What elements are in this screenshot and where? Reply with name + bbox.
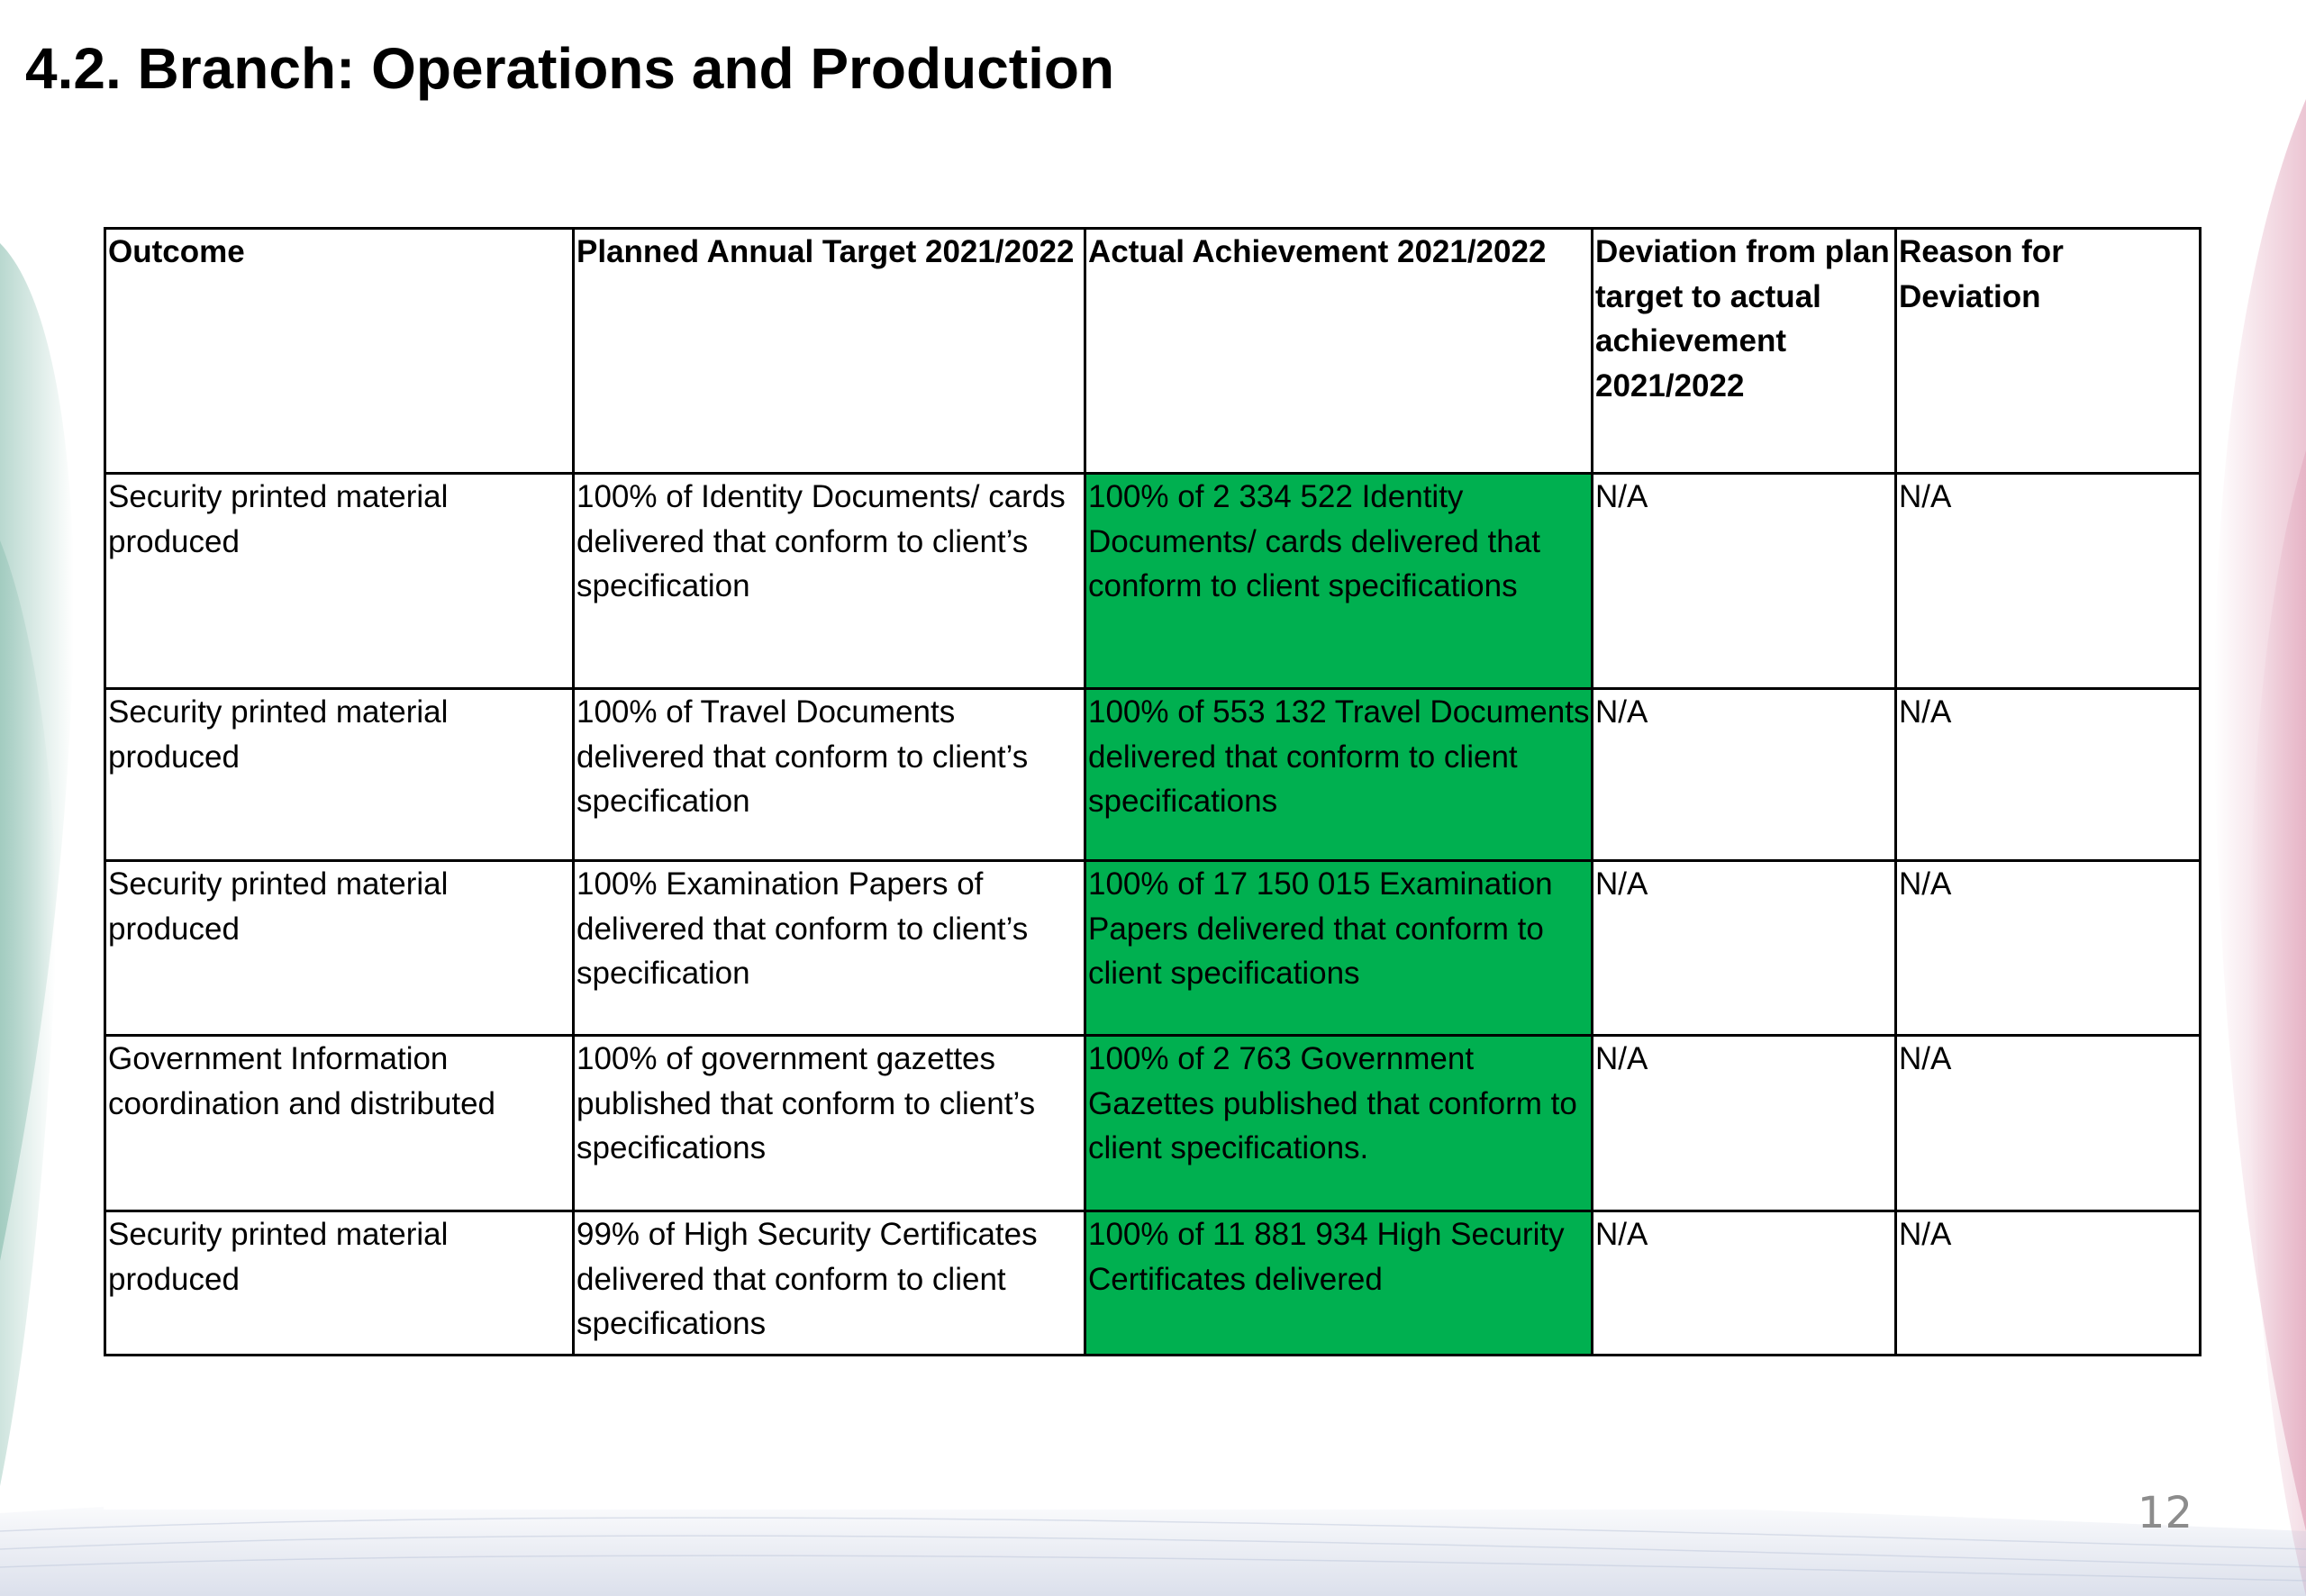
cell-actual: 100% of 553 132 Travel Documents delivered that conform to client specifications xyxy=(1085,689,1593,861)
table-row xyxy=(105,1036,2201,1211)
cell-reason: N/A xyxy=(1896,689,2201,861)
table-row xyxy=(105,861,2201,1036)
cell-outcome: Security printed material produced xyxy=(105,474,574,689)
cell-reason: N/A xyxy=(1896,861,2201,1036)
cell-outcome: Security printed material produced xyxy=(105,1211,574,1356)
table-row xyxy=(105,689,2201,861)
performance-table xyxy=(104,227,2202,1356)
cell-deviation: N/A xyxy=(1593,861,1896,1036)
cell-reason: N/A xyxy=(1896,1211,2201,1356)
cell-reason: N/A xyxy=(1896,474,2201,689)
page-number: 12 xyxy=(2137,1488,2193,1538)
cell-planned: 100% Examination Papers of delivered that conform to client’s specification xyxy=(574,861,1085,1036)
slide-title: 4.2. Branch: Operations and Production xyxy=(25,36,1115,101)
cell-deviation: N/A xyxy=(1593,1211,1896,1356)
table-row xyxy=(105,1211,2201,1356)
header-planned-target: Planned Annual Target 2021/2022 xyxy=(574,229,1085,474)
cell-outcome: Government Information coordination and distributed xyxy=(105,1036,574,1211)
header-actual-achievement: Actual Achievement 2021/2022 xyxy=(1085,229,1593,474)
header-deviation: Deviation from plan target to actual achievement 2021/2022 xyxy=(1593,229,1896,474)
cell-outcome: Security printed material produced xyxy=(105,861,574,1036)
cell-planned: 99% of High Security Certificates delivered that conform to client specifications xyxy=(574,1211,1085,1356)
cell-actual: 100% of 11 881 934 High Security Certificates delivered xyxy=(1085,1211,1593,1356)
cell-outcome: Security printed material produced xyxy=(105,689,574,861)
cell-actual: 100% of 17 150 015 Examination Papers delivered that conform to client specifications xyxy=(1085,861,1593,1036)
cell-planned: 100% of Travel Documents delivered that conform to client’s specification xyxy=(574,689,1085,861)
table-header-row xyxy=(105,229,2201,474)
cell-deviation: N/A xyxy=(1593,1036,1896,1211)
cell-deviation: N/A xyxy=(1593,689,1896,861)
cell-deviation: N/A xyxy=(1593,474,1896,689)
cell-planned: 100% of government gazettes published that conform to client’s specifications xyxy=(574,1036,1085,1211)
cell-actual: 100% of 2 763 Government Gazettes published that conform to client specifications. xyxy=(1085,1036,1593,1211)
cell-reason: N/A xyxy=(1896,1036,2201,1211)
header-reason: Reason for Deviation xyxy=(1896,229,2201,474)
cell-planned: 100% of Identity Documents/ cards delivered that conform to client’s specification xyxy=(574,474,1085,689)
table-row xyxy=(105,474,2201,689)
header-outcome: Outcome xyxy=(105,229,574,474)
cell-actual: 100% of 2 334 522 Identity Documents/ cards delivered that conform to client specifications xyxy=(1085,474,1593,689)
